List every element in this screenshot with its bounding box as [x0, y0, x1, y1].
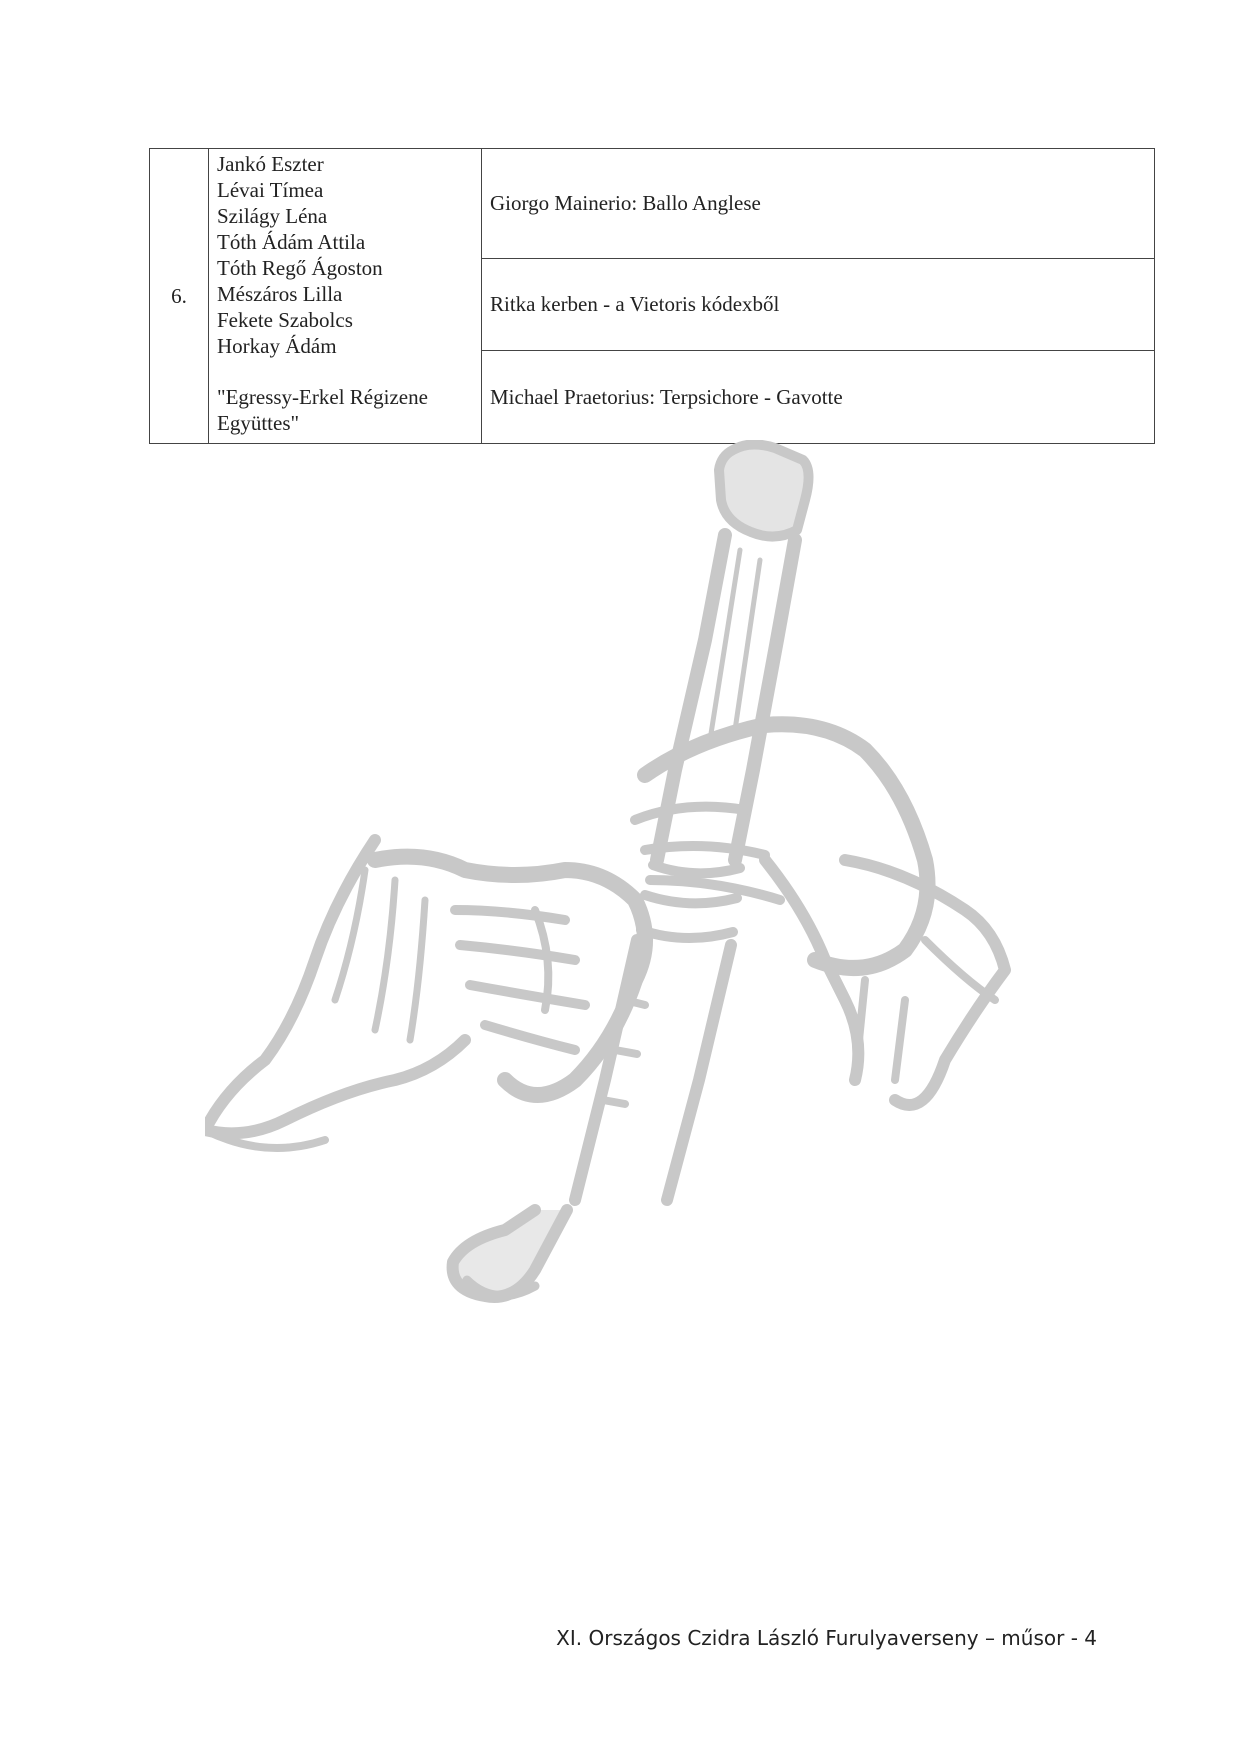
entry-number: 6.: [150, 149, 209, 444]
piece-title: Michael Praetorius: Terpsichore - Gavotte: [482, 351, 1155, 444]
performer-name: Jankó Eszter: [217, 152, 324, 176]
piece-title: Ritka kerben - a Vietoris kódexből: [482, 259, 1155, 351]
ensemble-name: [217, 384, 481, 438]
page-footer: XI. Országos Czidra László Furulyaverseny – műsor - 4: [556, 1626, 1097, 1650]
performer-list: [217, 149, 481, 359]
performer-name: Mészáros Lilla: [217, 282, 343, 306]
performer-name: Tóth Regő Ágoston: [217, 256, 383, 280]
performer-name: Tóth Ádám Attila: [217, 230, 366, 254]
piece-title: Giorgo Mainerio: Ballo Anglese: [482, 149, 1155, 259]
ensemble-name-line: "Egressy-Erkel Régizene: [217, 385, 428, 409]
performer-name: Lévai Tímea: [217, 178, 324, 202]
program-table: [149, 148, 1155, 444]
performer-name: Horkay Ádám: [217, 334, 337, 358]
performers-cell: [209, 149, 482, 444]
table-row: [150, 149, 1155, 259]
performer-name: Szilágy Léna: [217, 204, 328, 228]
performer-name: Fekete Szabolcs: [217, 308, 353, 332]
ensemble-name-line: Együttes": [217, 411, 300, 435]
hands-playing-recorder-drawing-icon: [205, 440, 1025, 1320]
